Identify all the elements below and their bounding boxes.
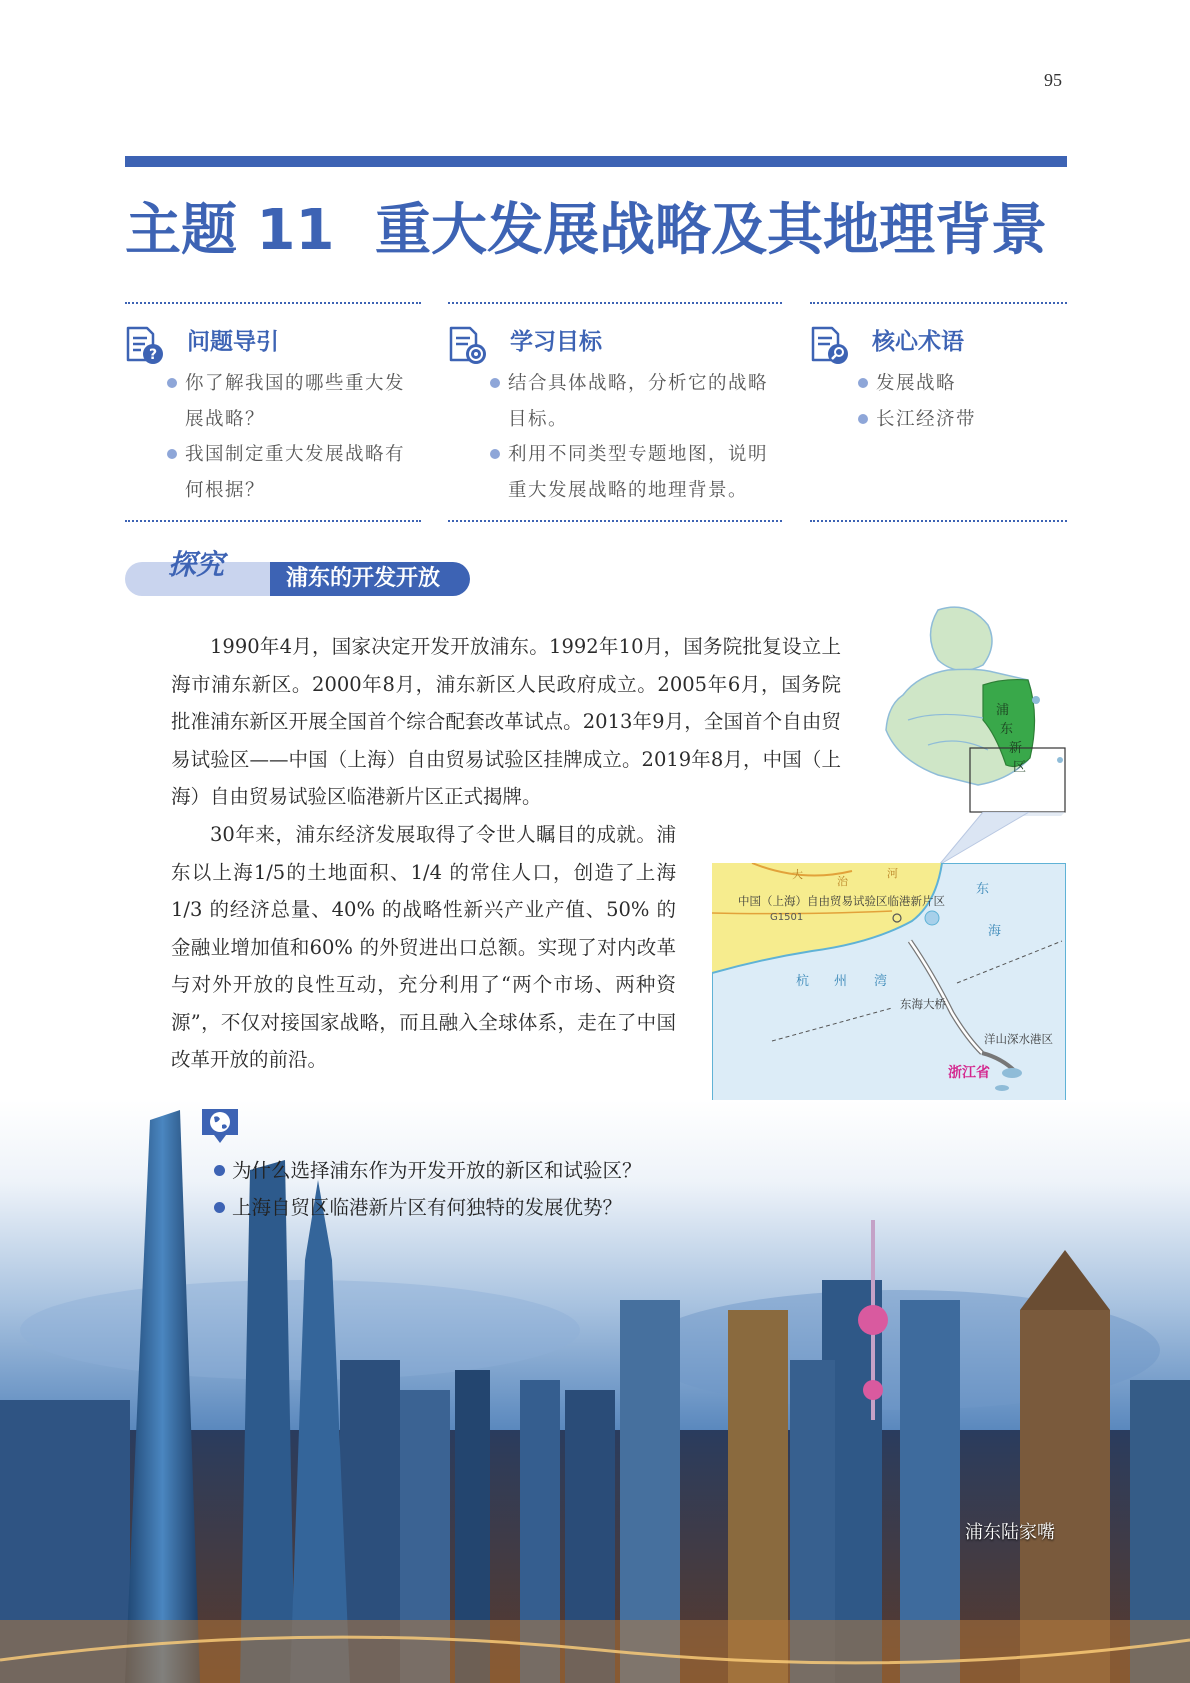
district-char: 东 xyxy=(1000,722,1014,737)
topic-title: 重大发展战略及其地理背景 xyxy=(375,198,1047,263)
guide-questions-list xyxy=(167,366,421,508)
road-label: G1501 xyxy=(770,912,804,923)
district-char: 区 xyxy=(1013,760,1027,775)
sea-char: 海 xyxy=(988,924,1002,939)
bay-char: 杭 xyxy=(796,974,810,989)
learning-goals-panel xyxy=(448,302,782,522)
list-item: 结合具体战略，分析它的战略目标。 xyxy=(490,366,782,437)
question-doc-icon xyxy=(125,326,165,366)
core-terms-heading: 核心术语 xyxy=(872,329,964,355)
sea-char: 东 xyxy=(976,882,990,897)
target-doc-icon xyxy=(448,326,488,366)
body-paragraph: 30年来，浦东经济发展取得了令世人瞩目的成就。浦东以上海1/5的土地面积、1/4 的常住人口，创造了上海1/3 的经济总量、40% 的战略性新兴产业产值、50% 的金融业增加值和60% 的外贸进出口总额。实现了对内改革与对外开放的良性互动，充分利用了“两个市场、两种资源”，不仅对接国家战略，而且融入全球体系，走在了中国改革开放的前沿。 xyxy=(171,823,676,1071)
page-title xyxy=(125,196,1067,266)
port-label: 洋山深水港区 xyxy=(984,1032,1053,1046)
lingang-detail-map xyxy=(712,863,1066,1101)
district-char: 新 xyxy=(1009,741,1023,756)
learning-goals-list xyxy=(490,366,782,508)
list-item: 发展战略 xyxy=(858,366,1067,402)
shanghai-locator-map xyxy=(878,600,1068,816)
globe-discussion-icon xyxy=(198,1105,242,1147)
list-item: 我国制定重大发展战略有何根据？ xyxy=(167,437,421,508)
body-paragraph: 1990年4月，国家决定开发开放浦东。1992年10月，国务院批复设立上海市浦东新区。2000年8月，浦东新区人民政府成立。2005年6月，国务院批准浦东新区开展全国首个综合配套改革试点。2013年9月，全国首个自由贸易试验区——中国（上海）自由贸易试验区挂牌成立。2019年8月，中国（上海）自由贸易试验区临港新片区正式揭牌。 xyxy=(171,635,841,808)
core-terms-panel xyxy=(810,302,1067,522)
bay-char: 州 xyxy=(834,974,848,989)
explore-title: 浦东的开发开放 xyxy=(270,562,470,596)
river-char: 河 xyxy=(887,867,898,880)
zone-label: 中国（上海）自由贸易试验区临港新片区 xyxy=(738,894,945,908)
topic-number: 主题 11 xyxy=(125,198,335,263)
core-terms-list xyxy=(858,366,1067,437)
river-char: 大 xyxy=(792,868,803,881)
top-rule xyxy=(125,156,1067,167)
list-item: 你了解我国的哪些重大发展战略？ xyxy=(167,366,421,437)
district-char: 浦 xyxy=(996,703,1010,718)
learning-goals-heading: 学习目标 xyxy=(510,329,602,355)
list-item: 利用不同类型专题地图，说明重大发展战略的地理背景。 xyxy=(490,437,782,508)
river-char: 治 xyxy=(837,875,848,888)
photo-caption: 浦东陆家嘴 xyxy=(965,1522,1055,1543)
bridge-label: 东海大桥 xyxy=(900,997,946,1011)
bay-char: 湾 xyxy=(874,974,888,989)
map-callout xyxy=(935,812,1035,867)
guide-questions-panel xyxy=(125,302,421,522)
question-item: 为什么选择浦东作为开发开放的新区和试验区？ xyxy=(214,1152,642,1189)
page-number: 95 xyxy=(1044,70,1062,90)
guide-questions-heading: 问题导引 xyxy=(187,329,279,355)
list-item: 长江经济带 xyxy=(858,402,1067,438)
svg-text:?: ? xyxy=(148,347,158,363)
province-label: 浙江省 xyxy=(948,1065,990,1081)
discussion-questions xyxy=(214,1152,642,1226)
search-doc-icon xyxy=(810,326,850,366)
question-item: 上海自贸区临港新片区有何独特的发展优势？ xyxy=(214,1189,642,1226)
explore-label: 探究 xyxy=(168,548,225,581)
